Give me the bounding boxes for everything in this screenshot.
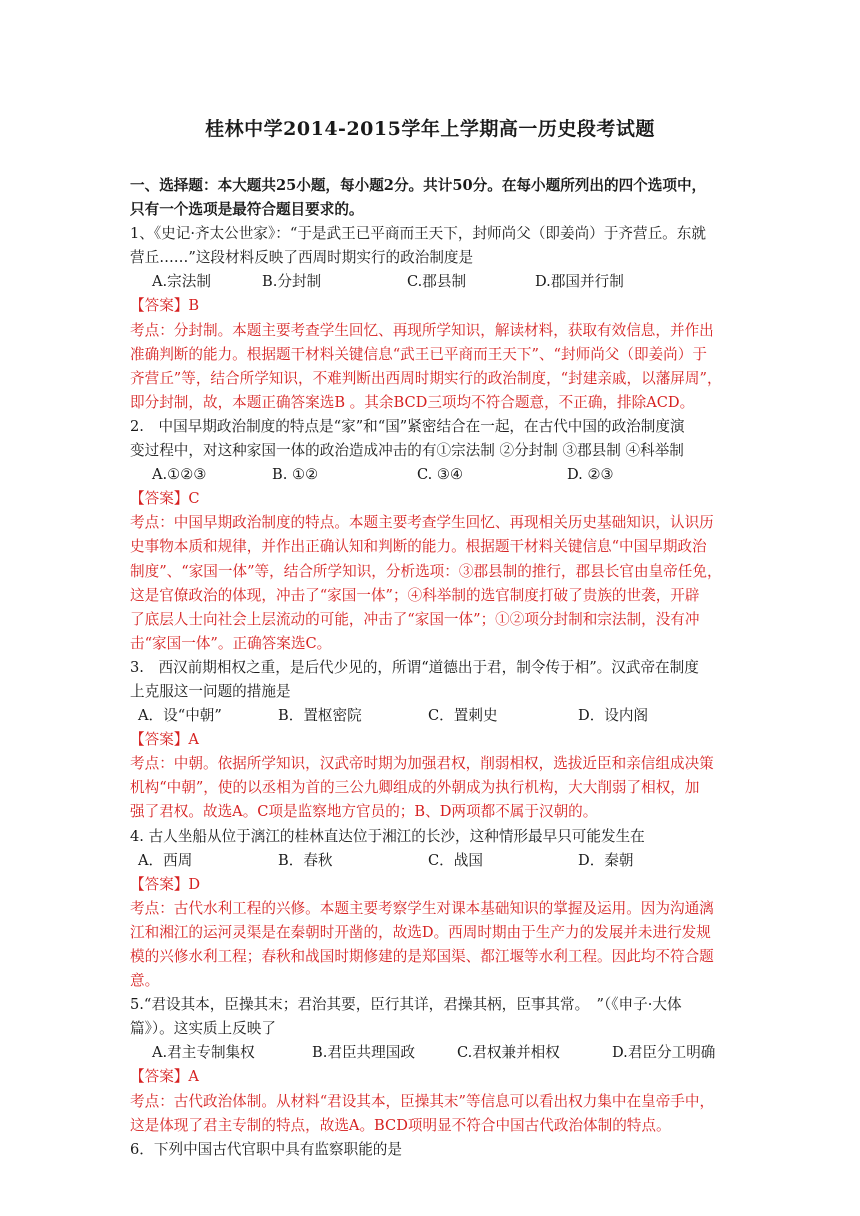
q1-options (130, 270, 730, 294)
q1-stem-line1: 1、《史记·齐太公世家》：“于是武王已平商而王天下，封师尚父（即姜尚）于齐营丘。东就 (130, 225, 706, 243)
q4-option-c: C．战国 (428, 851, 483, 869)
q3-analysis-line3: 强了君权。故选A。C项是监察地方官员的；B、D两项都不属于汉朝的。 (130, 803, 598, 821)
q4-analysis-line4: 意。 (130, 972, 160, 990)
q1-analysis-line2: 准确判断的能力。根据题干材料关键信息“武王已平商而王天下”、“封师尚父（即姜尚）于 (130, 345, 707, 363)
q1-option-d: D.郡国并行制 (535, 273, 624, 291)
q3-option-b: B．置枢密院 (278, 707, 362, 725)
q5-stem-line2: 篇》）。这实质上反映了 (130, 1020, 276, 1038)
question-2 (130, 415, 730, 656)
q3-answer: 【答案】A (130, 731, 199, 749)
q2-analysis-line2: 史事物本质和规律，并作出正确认知和判断的能力。根据题干材料关键信息“中国早期政治 (130, 538, 707, 556)
q5-option-d: D.君臣分工明确 (612, 1044, 716, 1062)
q3-option-a: A．设“中朝” (138, 707, 222, 725)
q4-options (130, 849, 730, 873)
q2-options (130, 463, 730, 487)
q5-analysis-line2: 这是体现了君主专制的特点，故选A。BCD项明显不符合中国古代政治体制的特点。 (130, 1116, 671, 1134)
q1-analysis-line1: 考点：分封制。本题主要考查学生回忆、再现所学知识，解读材料，获取有效信息，并作出 (130, 321, 714, 339)
q2-option-b: B. ①② (272, 466, 319, 484)
q4-option-b: B．春秋 (278, 851, 333, 869)
q2-option-d: D. ②③ (567, 466, 614, 484)
q2-option-c: C. ③④ (417, 466, 464, 484)
q2-analysis-line1: 考点：中国早期政治制度的特点。本题主要考查学生回忆、再现相关历史基础知识，认识历 (130, 514, 714, 532)
q1-option-a: A.宗法制 (152, 273, 211, 291)
question-4 (130, 825, 730, 994)
q2-stem-line1: 2. 中国早期政治制度的特点是“家”和“国”紧密结合在一起，在古代中国的政治制度演 (130, 417, 685, 435)
q4-answer: 【答案】D (130, 875, 201, 893)
question-6 (130, 1138, 730, 1162)
q2-analysis-line5: 了底层人士向社会上层流动的可能，冲击了“家国一体”；①②项分封制和宗法制，没有冲 (130, 610, 700, 628)
q1-stem-line2: 营丘……”这段材料反映了西周时期实行的政治制度是 (130, 249, 474, 267)
q4-analysis-line1: 考点：古代水利工程的兴修。本题主要考察学生对课本基础知识的掌握及运用。因为沟通漓 (130, 899, 714, 917)
q5-option-b: B.君臣共理国政 (312, 1044, 415, 1062)
q2-answer: 【答案】C (130, 490, 200, 508)
question-3 (130, 656, 730, 825)
q5-option-c: C.君权兼并相权 (457, 1044, 560, 1062)
q5-answer: 【答案】A (130, 1068, 199, 1086)
q2-analysis-line4: 这是官僚政治的体现，冲击了“家国一体”；④科举制的选官制度打破了贵族的世袭，开辟 (130, 586, 700, 604)
q4-option-a: A．西周 (138, 851, 193, 869)
q2-analysis-line3: 制度”、“家国一体”等，结合所学知识，分析选项：③郡县制的推行，郡县长官由皇帝任免， (130, 562, 722, 580)
q2-analysis-line6: 击“家国一体”。正确答案选C。 (130, 634, 332, 652)
q1-option-c: C.郡县制 (407, 273, 467, 291)
q4-option-d: D．秦朝 (578, 851, 634, 869)
exam-content (130, 174, 730, 1162)
q3-stem-line2: 上克服这一问题的措施是 (130, 682, 291, 700)
question-1 (130, 222, 730, 415)
q6-stem-line1: 6．下列中国古代官职中具有监察职能的是 (130, 1140, 402, 1158)
q3-stem-line1: 3. 西汉前期相权之重，是后代少见的，所谓“道德出于君，制令传于相”。汉武帝在制度 (130, 658, 699, 676)
q2-stem-line2: 变过程中，对这种家国一体的政治造成冲击的有①宗法制 ②分封制 ③郡县制 ④科举制 (130, 442, 684, 460)
q1-analysis-line3: 齐营丘”等，结合所学知识，不难判断出西周时期实行的政治制度，“封建亲戚，以藩屏周”， (130, 369, 722, 387)
question-5 (130, 993, 730, 1138)
q1-analysis-line4: 即分封制，故，本题正确答案选B 。其余BCD三项均不符合题意，不正确，排除ACD。 (130, 393, 695, 411)
q3-option-c: C．置刺史 (428, 707, 498, 725)
q3-analysis-line2: 机构“中朝”，使的以丞相为首的三公九卿组成的外朝成为执行机构，大大削弱了相权，加 (130, 779, 700, 797)
q5-analysis-line1: 考点：古代政治体制。从材料“君设其本，臣操其末”等信息可以看出权力集中在皇帝手中， (130, 1092, 715, 1110)
q1-answer: 【答案】B (130, 297, 200, 315)
q3-option-d: D．设内阁 (578, 707, 649, 725)
q3-analysis-line1: 考点：中朝。依据所学知识，汉武帝时期为加强君权，削弱相权，选拔近臣和亲信组成决策 (130, 755, 714, 773)
q5-option-a: A.君主专制集权 (152, 1044, 255, 1062)
q5-stem-line1: 5.“君设其本，臣操其末；君治其要，臣行其详，君操其柄，臣事其常。 ”（《申子·大体 (130, 996, 682, 1014)
q4-analysis-line2: 江和湘江的运河灵渠是在秦朝时开凿的，故选D。西周时期由于生产力的发展并未进行发规 (130, 923, 711, 941)
section-heading-line2: 只有一个选项是最符合题目要求的。 (130, 201, 364, 219)
exam-title: 桂林中学2014-2015学年上学期高一历史段考试题 (205, 118, 655, 140)
q5-options (130, 1041, 730, 1065)
q4-stem-line1: 4. 古人坐船从位于漓江的桂林直达位于湘江的长沙，这种情形最早只可能发生在 (130, 827, 645, 845)
q1-option-b: B.分封制 (262, 273, 322, 291)
q2-option-a: A.①②③ (152, 466, 207, 484)
q4-analysis-line3: 模的兴修水利工程；春秋和战国时期修建的是郑国渠、都江堰等水利工程。因此均不符合题 (130, 948, 714, 965)
section-heading-line1: 一、选择题：本大题共25小题，每小题2分。共计50分。在每小题所列出的四个选项中， (130, 177, 707, 194)
q3-options (130, 704, 730, 728)
